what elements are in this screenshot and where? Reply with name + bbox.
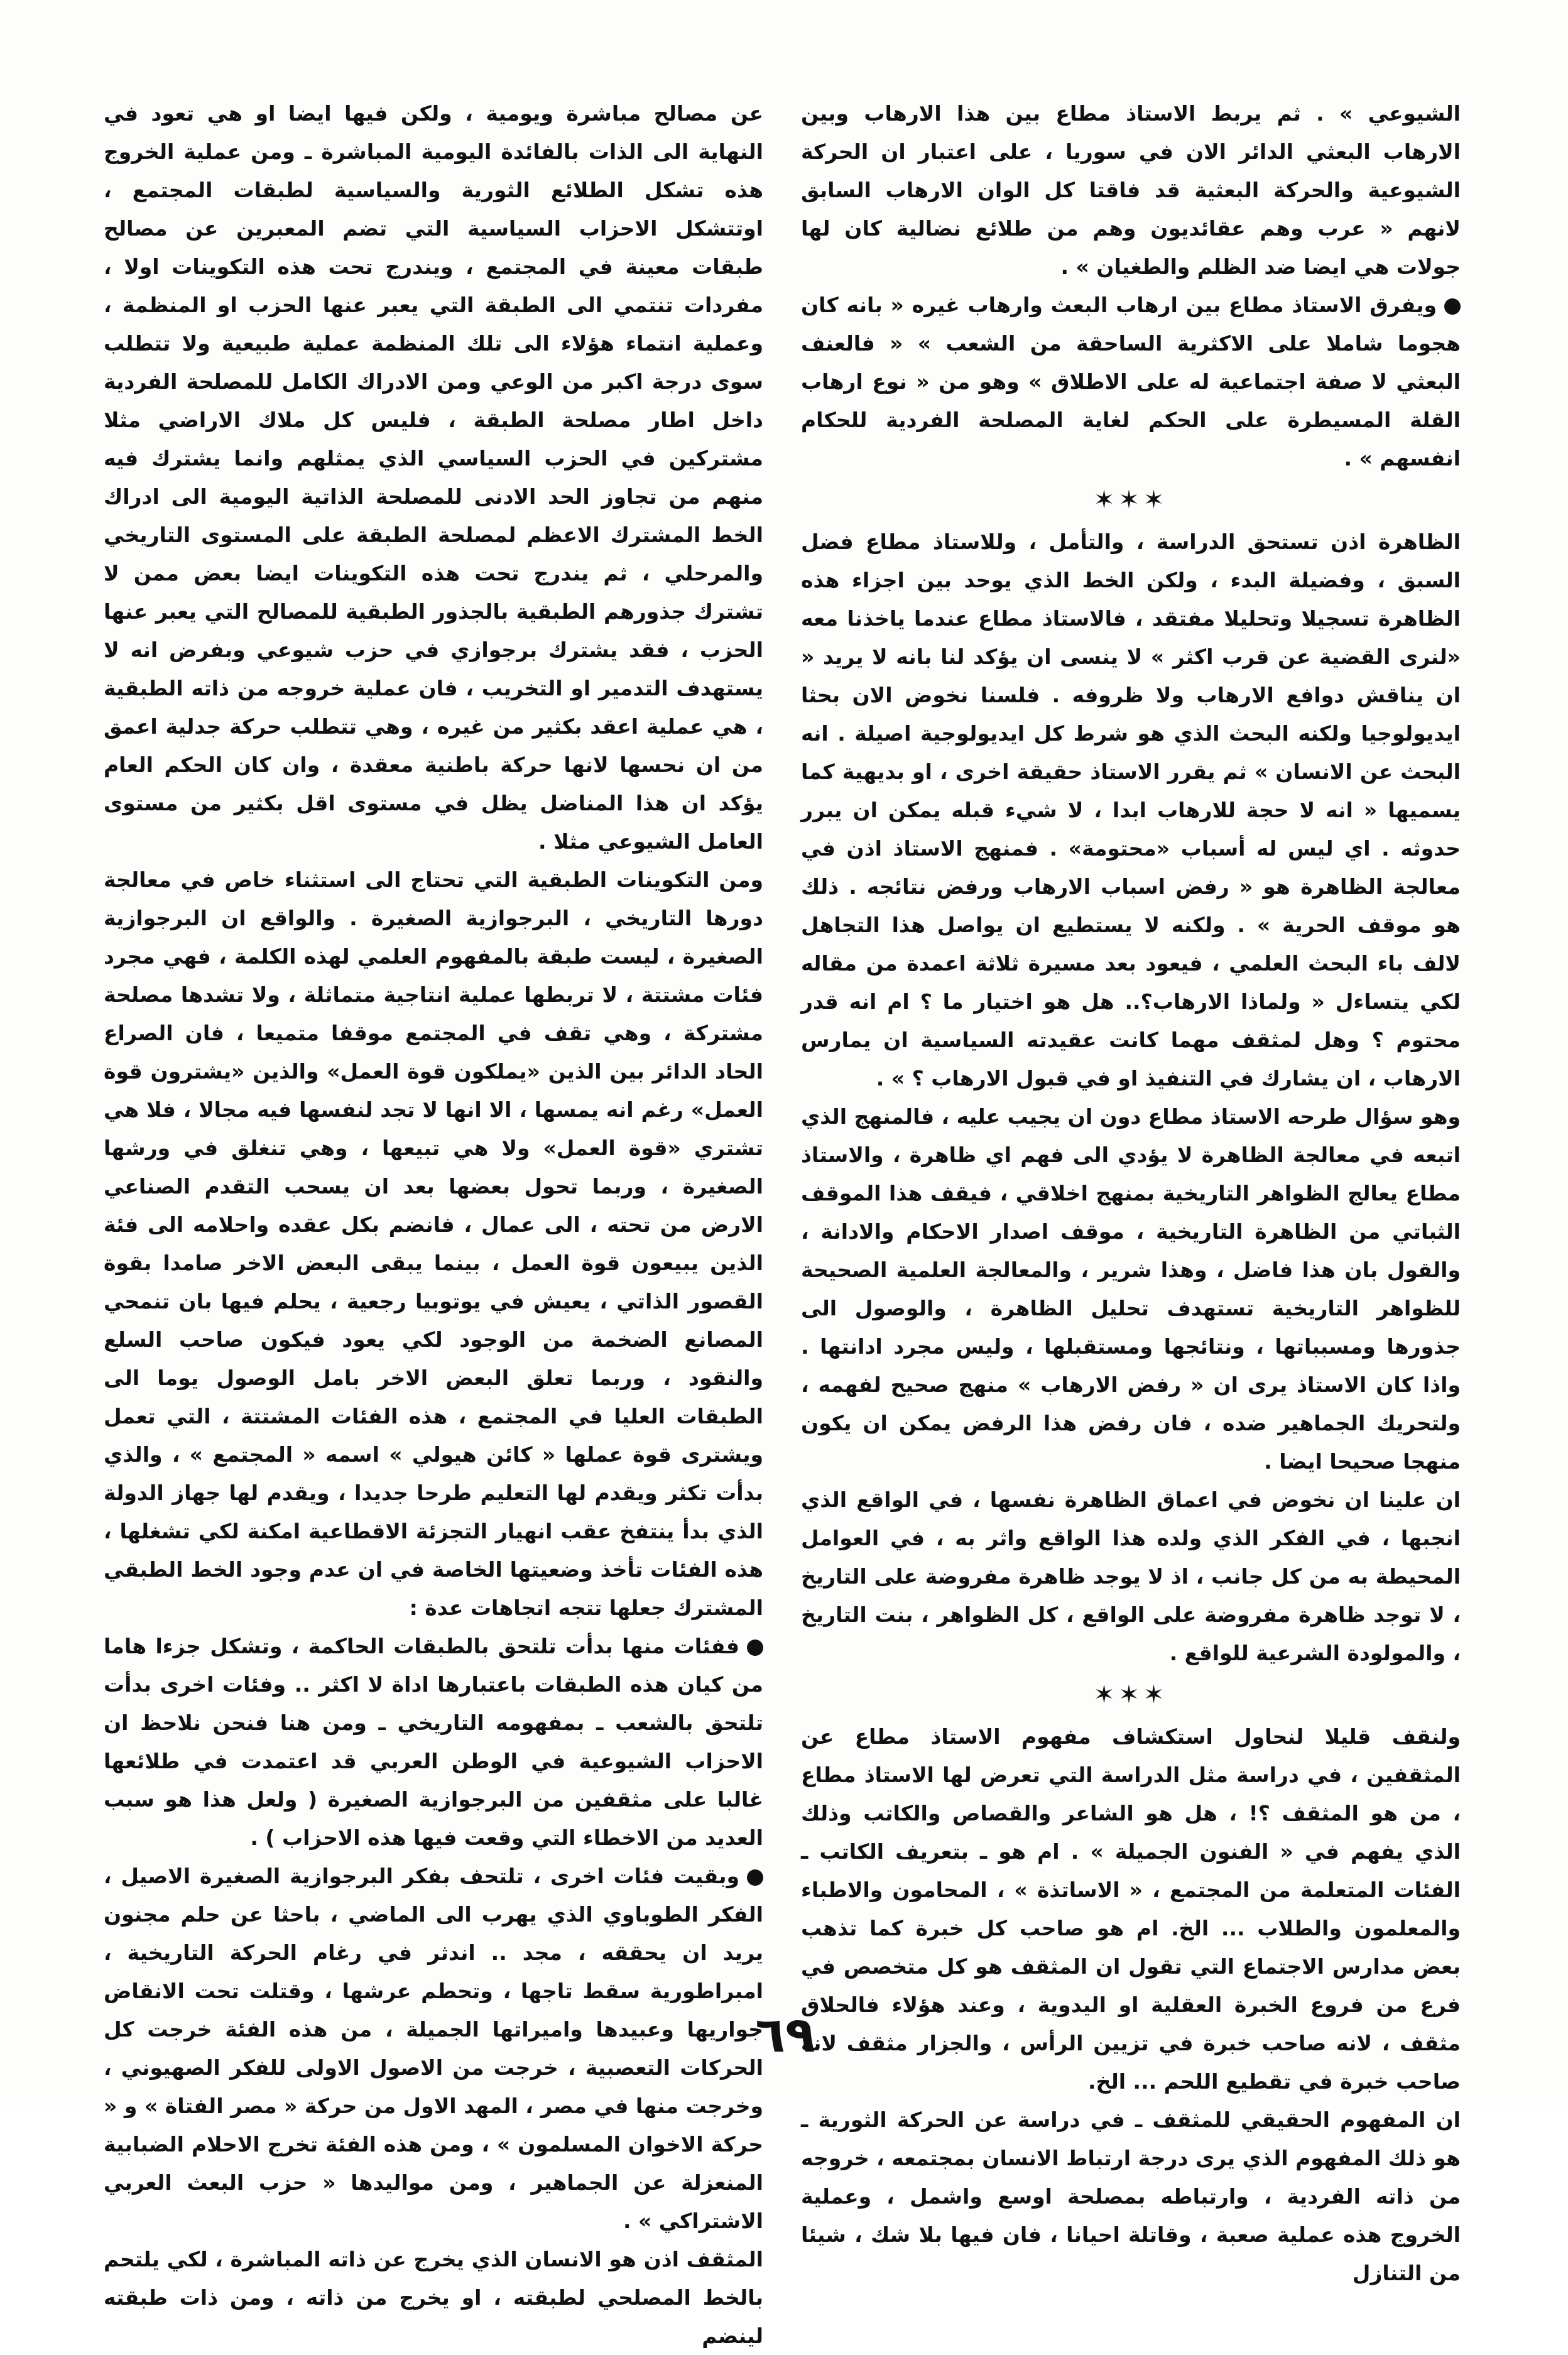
bullet-dot-icon — [747, 1640, 763, 1656]
paragraph-bulleted — [104, 1627, 763, 1857]
paragraph-bulleted — [801, 286, 1461, 477]
paragraph: المثقف اذن هو الانسان الذي يخرج عن ذاته المباشرة ، لكي يلتحم بالخط المصلحي لطبقته ، او يخرج من ذاته ، ومن ذات طبقته لينضم — [104, 2247, 763, 2348]
paragraph: وهو سؤال طرحه الاستاذ مطاع دون ان يجيب عليه ، فالمنهج الذي اتبعه في معالجة الظاهرة لا يؤدي الى فهم اي ظاهرة ، والاستاذ مطاع يعالج الظواهر التاريخية بمنهج اخلاقي ، فيقف هذا الموقف الثباتي من الظاهرة التاريخية ، موقف اصدار الاحكام والادانة ، والقول بان هذا فاضل ، وهذا شرير ، والمعالجة العلمية الصحيحة للظواهر التاريخية تستهدف تحليل الظاهرة ، والوصول الى جذورها ومسبباتها ، ونتائجها ومستقبلها ، وليس مجرد ادانتها . واذا كان الاستاذ يرى ان « رفض الارهاب » منهج صحيح لفهمه ، ولتحريك الجماهير ضده ، فان رفض هذا الرفض يمكن ان يكون منهجا صحيحا ايضا . — [801, 1104, 1461, 1474]
paragraph: الشيوعي » . ثم يربط الاستاذ مطاع بين هذا الارهاب وبين الارهاب البعثي الدائر الان في سوريا ، على اعتبار ان الحركة الشيوعية والحركة البعثية قد فاقتا كل الوان الارهاب السابق لانهم « عرب وهم عقائديون وهم من طلائع نضالية كان لها جولات هي ايضا ضد الظلم والطغيان » . — [801, 101, 1461, 279]
article-column-right — [801, 94, 1461, 2292]
paragraph: ومن التكوينات الطبقية التي تحتاج الى استثناء خاص في معالجة دورها التاريخي ، البرجوازية الصغيرة . والواقع ان البرجوازية الصغيرة ، ليست طبقة بالمفهوم العلمي لهذه الكلمة ، فهي مجرد فئات مشتتة ، لا تربطها عملية انتاجية متماثلة ، ولا تشدها مصلحة مشتركة ، وهي تقف في المجتمع موقفا متميعا ، فان الصراع الحاد الدائر بين الذين «يملكون قوة العمل» والذين «يشترون قوة العمل» رغم انه يمسها ، الا انها لا تجد لنفسها فيه مجالا ، فلا هي تشتري «قوة العمل» ولا هي تبيعها ، وهي تنغلق في ورشها الصغيرة ، وربما تحول بعضها بعد ان يسحب التقدم الصناعي الارض من تحته ، الى عمال ، فانضم بكل عقده واحلامه الى فئة الذين يبيعون قوة العمل ، بينما يبقى البعض الاخر صامدا بقوة القصور الذاتي ، يعيش في يوتوبيا رجعية ، يحلم فيها بان تنمحي المصانع الضخمة من الوجود لكي يعود فيكون صاحب السلع والنقود ، وربما تعلق البعض الاخر بامل الوصول يوما الى الطبقات العليا في المجتمع ، هذه الفئات المشتتة ، التي تعمل ويشترى قوة عملها « كائن هيولي » اسمه « المجتمع » ، والذي بدأت تكثر ويقدم لها التعليم طرحا جديدا ، ويقدم لها جهاز الدولة الذي بدأ ينتفخ عقب انهيار التجزئة الاقطاعية امكنة لكي تشغلها ، هذه الفئات تأخذ وضعيتها الخاصة في ان عدم وجود الخط الطبقي المشترك جعلها تتجه اتجاهات عدة : — [104, 867, 763, 1620]
paragraph-text: وبقيت فئات اخرى ، تلتحف بفكر البرجوازية الصغيرة الاصيل ، الفكر الطوباوي الذي يهرب الى الماضي ، باحثا عن حلم مجنون يريد ان يحققه ، مجد .. اندثر في رغام الحركة التاريخية ، امبراطورية سقط تاجها ، وتحطم عرشها ، وقتلت تحت الانقاض جواريها وعبيدها واميراتها الجميلة ، من هذه الفئة خرجت كل الحركات التعصبية ، خرجت من الاصول الاولى للفكر الصهيوني ، وخرجت منها في مصر ، المهد الاول من حركة « مصر الفتاة » و « حركة الاخوان المسلمون » ، ومن هذه الفئة تخرج الاحلام الضبابية المنعزلة عن الجماهير ، ومن مواليدها « حزب البعث العربي الاشتراكي » . — [104, 1864, 763, 2233]
section-separator: ✶✶✶ — [1093, 486, 1168, 514]
paragraph: عن مصالح مباشرة ويومية ، ولكن فيها ايضا او هي تعود في النهاية الى الذات بالفائدة اليومية المباشرة ـ ومن عملية الخروج هذه تشكل الطلائع الثورية والسياسية لطبقات المجتمع ، اوتتشكل الاحزاب السياسية التي تضم المعبرين عن مصالح طبقات معينة في المجتمع ، ويندرج تحت هذه التكوينات اولا ، مفردات تنتمي الى الطبقة التي يعبر عنها الحزب او المنظمة ، وعملية انتماء هؤلاء الى تلك المنظمة عملية طبيعية ولا تتطلب سوى درجة اكبر من الوعي ومن الادراك الكامل للمصلحة الفردية داخل اطار مصلحة الطبقة ، فليس كل ملاك الاراضي مثلا مشتركين في الحزب السياسي الذي يمثلهم وانما يشترك فيه منهم من تجاوز الحد الادنى للمصلحة الذاتية اليومية الى ادراك الخط المشترك الاعظم لمصلحة الطبقة على المستوى التاريخي والمرحلي ، ثم يندرج تحت هذه التكوينات ايضا بعض ممن لا تشترك جذورهم الطبقية بالجذور الطبقية للمصالح التي يعبر عنها الحزب ، فقد يشترك برجوازي في حزب شيوعي وبفرض انه لا يستهدف التدمير او التخريب ، فان عملية خروجه من ذاته الطبقية ، هي عملية اعقد بكثير من غيره ، وهي تتطلب حركة جدلية اعمق من ان نحسها لانها حركة باطنية معقدة ، وان كان الحكم العام يؤكد ان هذا المناضل يظل في مستوى اقل بكثير من مستوى العامل الشيوعي مثلا . — [104, 101, 763, 854]
paragraph-text: ويفرق الاستاذ مطاع بين ارهاب البعث وارهاب غيره « بانه كان هجوما شاملا على الاكثرية الساحقة من الشعب » « فالعنف البعثي لا صفة اجتماعية له على الاطلاق » وهو من « نوع ارهاب القلة المسيطرة على الحكم لغاية المصلحة الفردية للحكام انفسهم » . — [801, 293, 1461, 470]
paragraph: ولنقف قليلا لنحاول استكشاف مفهوم الاستاذ مطاع عن المثقفين ، في دراسة مثل الدراسة التي تعرض لها الاستاذ مطاع ، من هو المثقف ؟! ، هل هو الشاعر والقصاص والكاتب وذلك الذي يفهم في « الفنون الجميلة » . ام هو ـ بتعريف الكاتب ـ الفئات المتعلمة من المجتمع ، « الاساتذة » ، المحامون والاطباء والمعلمون والطلاب ... الخ. ام هو صاحب كل خبرة كما تذهب بعض مدارس الاجتماع التي تقول ان المثقف هو كل متخصص في فرع من فروع الخبرة العقلية او اليدوية ، وعند هؤلاء فالحلاق مثقف ، لانه صاحب خبرة في تزيين الرأس ، والجزار مثقف لانه صاحب خبرة في تقطيع اللحم ... الخ. — [801, 1724, 1461, 2094]
paragraph: ان علينا ان نخوض في اعماق الظاهرة نفسها ، في الواقع الذي انجبها ، في الفكر الذي ولده هذا الواقع واثر به ، في العوامل المحيطة به من كل جانب ، اذ لا يوجد ظاهرة مفروضة على التاريخ ، لا توجد ظاهرة مفروضة على الواقع ، كل الظواهر ، بنت التاريخ ، والمولودة الشرعية للواقع . — [801, 1488, 1461, 1665]
article-column-left — [104, 94, 763, 2355]
paragraph: ان المفهوم الحقيقي للمثقف ـ في دراسة عن الحركة الثورية ـ هو ذلك المفهوم الذي يرى درجة ارتباط الانسان بمجتمعه ، خروجه من ذاته الفردية ، وارتباطه بمصلحة اوسع واشمل ، وعملية الخروج هذه عملية صعبة ، وقاتلة احيانا ، فان فيها بلا شك ، شيئا من التنازل — [801, 2108, 1461, 2285]
section-separator: ✶✶✶ — [1093, 1680, 1168, 1709]
paragraph-text: ففئات منها بدأت تلتحق بالطبقات الحاكمة ، وتشكل جزءا هاما من كيان هذه الطبقات باعتبارها اداة لا اكثر .. وفئات اخرى بدأت تلتحق بالشعب ـ بمفهومه التاريخي ـ ومن هنا فنحن نلاحظ ان الاحزاب الشيوعية في الوطن العربي قد اعتمدت في طلائعها غالبا على مثقفين من البرجوازية الصغيرة ( ولعل هذا هو سبب العديد من الاخطاء التي وقعت فيها هذه الاحزاب ) . — [104, 1634, 763, 1850]
bullet-dot-icon — [747, 1869, 763, 1886]
paragraph-bulleted — [104, 1857, 763, 2240]
paragraph: الظاهرة اذن تستحق الدراسة ، والتأمل ، وللاستاذ مطاع فضل السبق ، وفضيلة البدء ، ولكن الخط الذي يوحد بين اجزاء هذه الظاهرة تسجيلا وتحليلا مفتقد ، فالاستاذ مطاع عندما ياخذنا معه «لنرى القضية عن قرب اكثر » لا ينسى ان يؤكد لنا بانه لا يريد « ان يناقش دوافع الارهاب ولا ظروفه . فلسنا نخوض الان بحثا ايديولوجيا ولكنه البحث الذي هو شرط كل ايديولوجية اصيلة . انه البحث عن الانسان » ثم يقرر الاستاذ حقيقة اخرى ، او بديهية كما يسميها « انه لا حجة للارهاب ابدا ، لا شيء قبله يمكن ان يبرر حدوثه . اي ليس له أسباب «محتومة» . فمنهج الاستاذ اذن في معالجة الظاهرة هو « رفض اسباب الارهاب ورفض نتائجه . ذلك هو موقف الحرية » . ولكنه لا يستطيع ان يواصل هذا التجاهل لالف باء البحث العلمي ، فيعود بعد مسيرة ثلاثة اعمدة من مقاله لكي يتساءل « ولماذا الارهاب؟.. هل هو اختيار ما ؟ ام انه قدر محتوم ؟ وهل لمثقف مهما كانت عقيدته السياسية ان يمارس الارهاب ، ان يشارك في التنفيذ او في قبول الارهاب ؟ » . — [801, 530, 1461, 1090]
page-number: ٦٩ — [755, 2007, 815, 2064]
bullet-dot-icon — [1444, 298, 1461, 315]
